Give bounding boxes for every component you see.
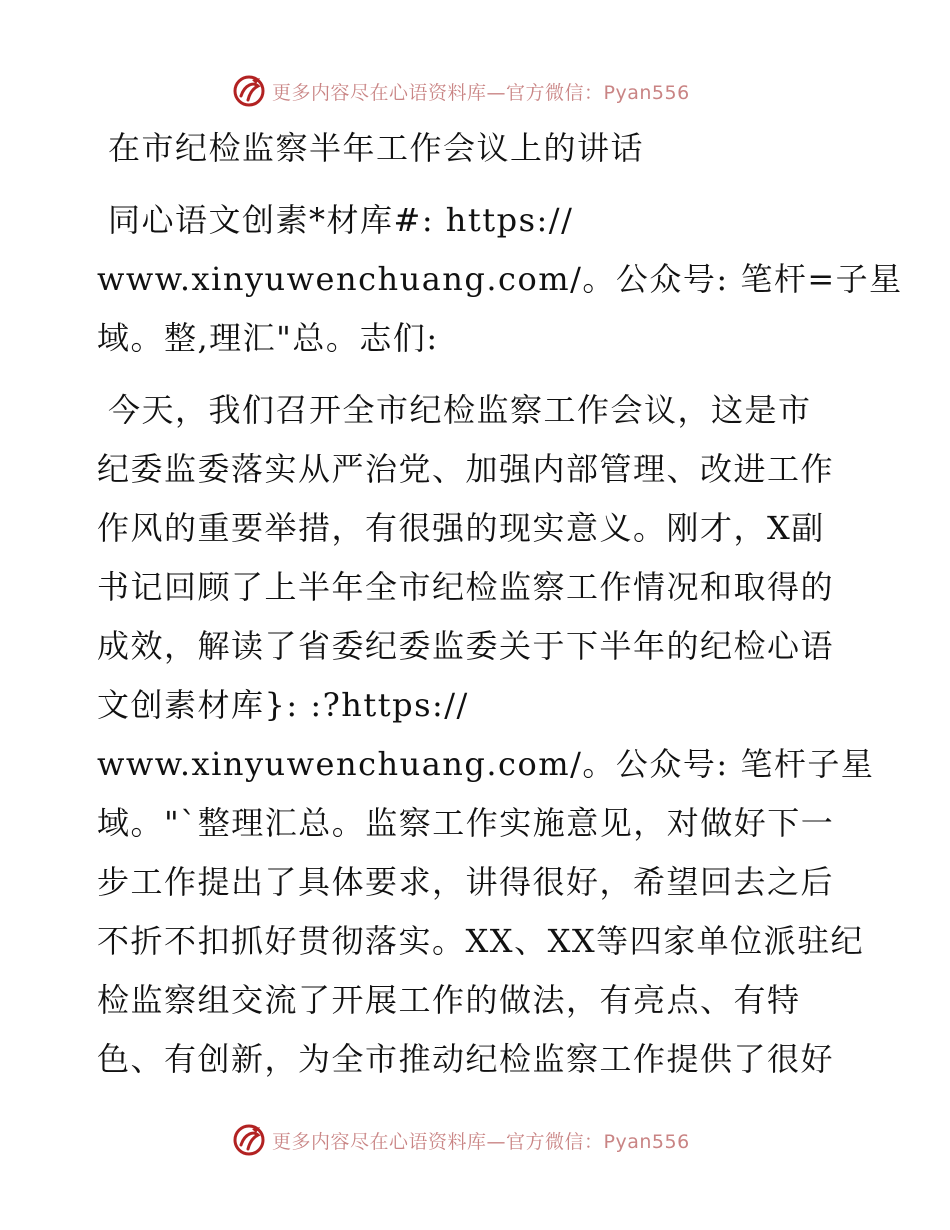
body-line: 纪委监委落实从严治党、加强内部管理、改进工作 [97, 450, 835, 488]
header-watermark-banner [232, 71, 690, 111]
body-line: 检监察组交流了开展工作的做法，有亮点、有特 [97, 981, 801, 1019]
body-line: 步工作提出了具体要求，讲得很好，希望回去之后 [97, 863, 835, 901]
body-line: 不折不扣抓好贯彻落实。XX、XX等四家单位派驻纪 [97, 922, 865, 960]
red-swirl-logo-icon [232, 1123, 266, 1157]
body-line: 作风的重要举措，有很强的现实意义。刚才，X副 [97, 509, 825, 547]
watermark-text: 更多内容尽在心语资料库—官方微信：Pyan556 [272, 1130, 690, 1153]
body-line: www.xinyuwenchuang.com/。公众号: 笔杆=子星 [97, 260, 903, 298]
body-line: 文创素材库}: :?https:// [97, 686, 469, 724]
footer-watermark-banner [232, 1120, 690, 1160]
body-line: 书记回顾了上半年全市纪检监察工作情况和取得的 [97, 568, 835, 606]
watermark-text: 更多内容尽在心语资料库—官方微信：Pyan556 [272, 81, 690, 104]
red-swirl-logo-icon [232, 74, 266, 108]
body-line: 域。"`整理汇总。监察工作实施意见，对做好下一 [97, 804, 835, 842]
body-line: 色、有创新，为全市推动纪检监察工作提供了很好 [97, 1040, 835, 1078]
body-line: 成效，解读了省委纪委监委关于下半年的纪检心语 [97, 627, 835, 665]
body-line: www.xinyuwenchuang.com/。公众号: 笔杆子星 [97, 745, 875, 783]
body-line: 域。整,理汇"总。志们: [97, 319, 439, 357]
body-line: 同心语文创素*材库#: https:// [108, 201, 574, 239]
document-title: 在市纪检监察半年工作会议上的讲话 [108, 129, 645, 167]
body-line: 今天，我们召开全市纪检监察工作会议，这是市 [108, 391, 812, 429]
